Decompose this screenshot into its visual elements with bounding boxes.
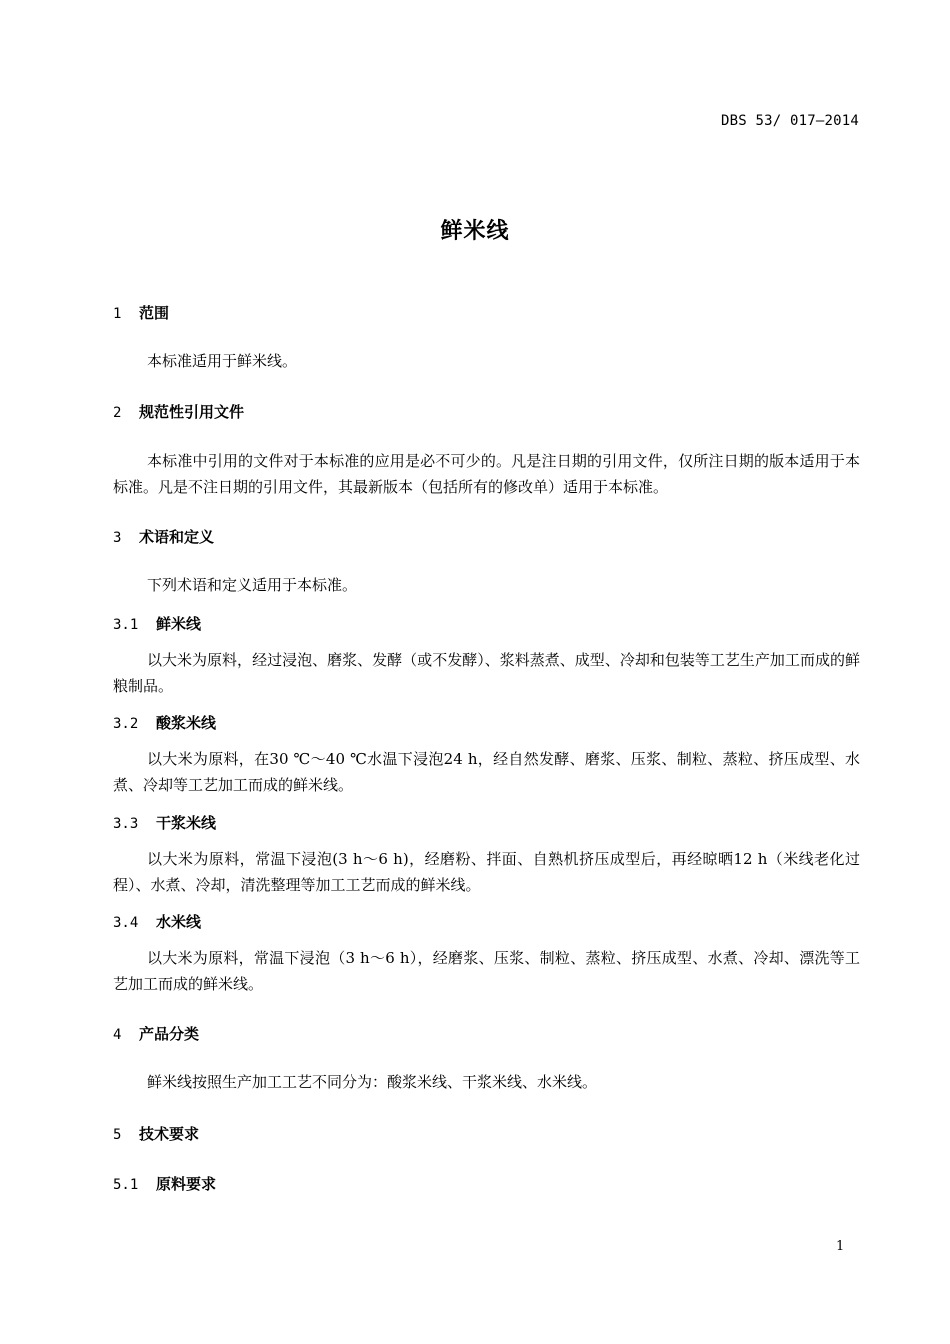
section-number: 5.1 (113, 1177, 139, 1193)
section-text-2: 本标准中引用的文件对于本标准的应用是必不可少的。凡是注日期的引用文件，仅所注日期的版本适用于本标准。凡是不注日期的引用文件，其最新版本（包括所有的修改单）适用于本标准。 (113, 452, 860, 496)
section-title: 技术要求 (139, 1125, 200, 1143)
section-heading-5-1 (113, 1173, 216, 1194)
section-title: 水米线 (156, 913, 202, 931)
section-number: 3.4 (113, 915, 139, 931)
section-number: 1 (113, 306, 122, 322)
section-text-1: 本标准适用于鲜米线。 (147, 352, 298, 370)
page-title: 鲜米线 (440, 219, 510, 244)
section-text-4: 鲜米线按照生产加工工艺不同分为：酸浆米线、干浆米线、水米线。 (147, 1073, 598, 1091)
section-heading-5 (113, 1123, 199, 1144)
section-number: 5 (113, 1127, 122, 1143)
section-number: 4 (113, 1027, 122, 1043)
section-number: 3.1 (113, 617, 139, 633)
section-heading-1 (113, 302, 169, 323)
section-heading-2 (113, 401, 244, 422)
section-title: 鲜米线 (156, 615, 202, 633)
section-heading-3-1 (113, 613, 201, 634)
section-text-3-1: 以大米为原料，经过浸泡、磨浆、发酵（或不发酵）、浆料蒸煮、成型、冷却和包装等工艺生产加工而成的鲜粮制品。 (113, 651, 860, 695)
page-number: 1 (836, 1239, 845, 1254)
section-heading-3-4 (113, 911, 201, 932)
section-number: 3.3 (113, 816, 139, 832)
section-text-3-2: 以大米为原料，在30 ℃～40 ℃水温下浸泡24 h，经自然发酵、磨浆、压浆、制粒、蒸粒、挤压成型、水煮、冷却等工艺加工而成的鲜米线。 (113, 750, 860, 794)
section-number: 3.2 (113, 716, 139, 732)
section-title: 范围 (139, 304, 170, 322)
section-title: 规范性引用文件 (139, 403, 245, 421)
section-heading-3-2 (113, 712, 216, 733)
section-heading-3 (113, 526, 214, 547)
section-number: 2 (113, 405, 122, 421)
section-heading-3-3 (113, 812, 216, 833)
section-title: 产品分类 (139, 1025, 200, 1043)
section-heading-4 (113, 1023, 199, 1044)
section-number: 3 (113, 530, 122, 546)
section-text-3: 下列术语和定义适用于本标准。 (147, 576, 358, 594)
document-code: DBS 53/ 017—2014 (720, 113, 859, 129)
section-title: 术语和定义 (139, 528, 215, 546)
section-title: 干浆米线 (156, 814, 217, 832)
section-title: 酸浆米线 (156, 714, 217, 732)
section-text-3-4: 以大米为原料，常温下浸泡（3 h～6 h），经磨浆、压浆、制粒、蒸粒、挤压成型、水煮、冷却、漂洗等工艺加工而成的鲜米线。 (113, 949, 860, 993)
section-title: 原料要求 (156, 1175, 217, 1193)
section-text-3-3: 以大米为原料，常温下浸泡(3 h～6 h)，经磨粉、拌面、自熟机挤压成型后，再经晾晒12 h（米线老化过程）、水煮、冷却，清洗整理等加工工艺而成的鲜米线。 (113, 850, 860, 894)
